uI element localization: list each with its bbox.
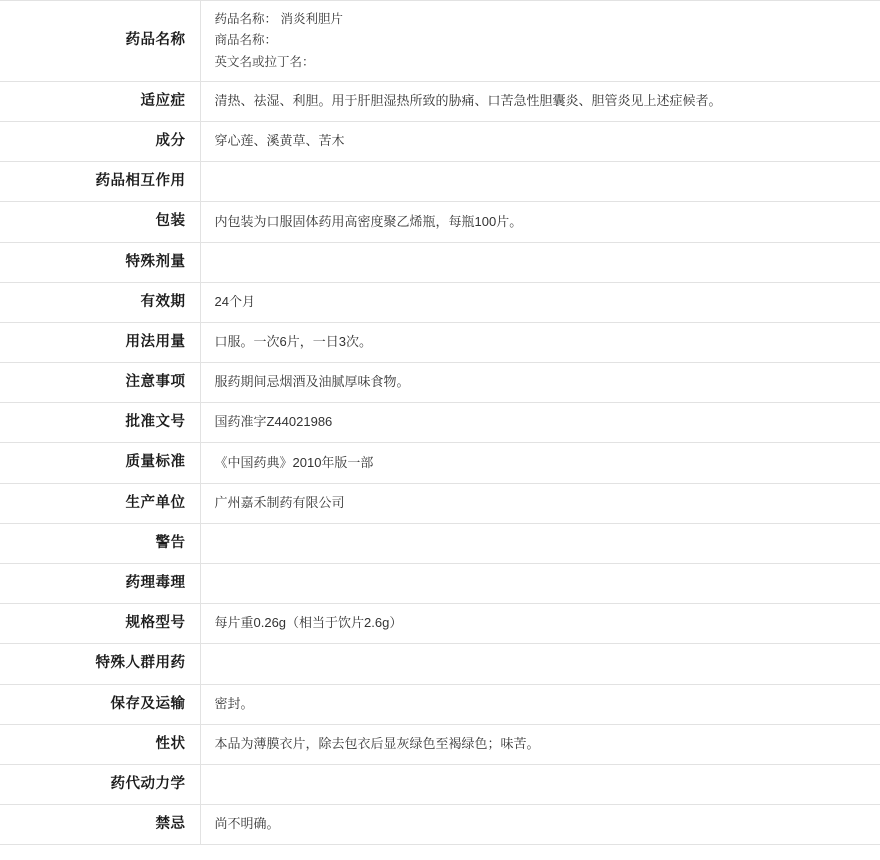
row-value-text xyxy=(215,777,871,792)
row-value-text xyxy=(215,656,871,671)
row-value xyxy=(200,483,880,523)
table-row xyxy=(0,644,880,684)
row-value xyxy=(200,604,880,644)
row-value-text: 穿心莲、溪黄草、苦木 xyxy=(214,133,345,149)
table-row xyxy=(0,202,880,242)
row-value xyxy=(200,322,880,362)
row-value-text: 密封。 xyxy=(214,695,254,711)
table-row xyxy=(0,81,880,121)
table-row xyxy=(0,242,880,282)
table-row xyxy=(0,684,880,724)
row-value-text: 本品为薄膜衣片，除去包衣后显灰绿色至褐绿色；味苦。 xyxy=(214,735,540,751)
row-value xyxy=(200,403,880,443)
row-label: 药理毒理 xyxy=(125,575,186,591)
row-label: 药品相互作用 xyxy=(95,173,186,190)
row-value xyxy=(200,805,880,845)
table-row xyxy=(0,483,880,523)
row-label: 禁忌 xyxy=(155,816,186,833)
row-label: 质量标准 xyxy=(125,454,186,471)
row-value xyxy=(200,162,880,202)
row-value-text xyxy=(215,174,871,189)
row-value xyxy=(200,363,880,403)
row-value xyxy=(200,121,880,161)
table-row xyxy=(0,805,880,845)
row-value-text: 尚不明确。 xyxy=(214,816,280,832)
table-row xyxy=(0,363,880,403)
row-label: 保存及运输 xyxy=(110,695,186,712)
row-label: 用法用量 xyxy=(125,333,186,350)
table-row xyxy=(0,443,880,483)
row-value-text xyxy=(215,255,871,270)
page-bottom-spacer xyxy=(0,845,880,860)
row-label: 适应症 xyxy=(140,92,186,109)
row-value-text: 24个月 xyxy=(214,293,255,309)
row-value xyxy=(200,1,880,82)
table-row xyxy=(0,162,880,202)
row-value-line: 药品名称： 消炎利胆片 xyxy=(214,12,343,26)
row-label: 成分 xyxy=(155,132,186,149)
row-value xyxy=(200,523,880,563)
row-value xyxy=(200,282,880,322)
row-label: 药代动力学 xyxy=(110,775,186,792)
row-label: 特殊人群用药 xyxy=(95,655,186,672)
row-value-text xyxy=(215,576,871,591)
table-row xyxy=(0,564,880,604)
row-label: 特殊剂量 xyxy=(125,253,186,270)
row-label: 注意事项 xyxy=(125,374,186,391)
table-row xyxy=(0,604,880,644)
row-value-text: 广州嘉禾制药有限公司 xyxy=(214,494,345,510)
row-value-text: 清热、祛湿、利胆。用于肝胆湿热所致的胁痛、口苦急性胆囊炎、胆管炎见上述症候者。 xyxy=(214,92,722,108)
row-value xyxy=(200,202,880,242)
row-label: 药品名称 xyxy=(125,32,186,49)
row-value-text xyxy=(215,536,871,551)
table-row xyxy=(0,121,880,161)
row-label: 批准文号 xyxy=(125,414,186,431)
row-label: 性状 xyxy=(155,735,186,752)
table-row xyxy=(0,1,880,82)
row-value xyxy=(200,81,880,121)
row-value xyxy=(200,644,880,684)
row-value xyxy=(200,564,880,604)
row-label: 生产单位 xyxy=(125,494,186,511)
row-label: 有效期 xyxy=(140,293,186,310)
row-value-text: 口服。一次6片，一日3次。 xyxy=(214,334,372,350)
table-row xyxy=(0,523,880,563)
row-value xyxy=(200,242,880,282)
row-value xyxy=(200,684,880,724)
table-row xyxy=(0,724,880,764)
row-value xyxy=(200,724,880,764)
table-row xyxy=(0,764,880,804)
row-value-line: 商品名称： xyxy=(214,33,278,48)
row-value-text: 每片重0.26g（相当于饮片2.6g） xyxy=(214,615,403,631)
row-label: 警告 xyxy=(155,534,186,551)
row-value-text: 《中国药典》2010年版一部 xyxy=(214,454,374,470)
row-value-line: 英文名或拉丁名： xyxy=(214,54,315,69)
row-value-text: 国药准字Z44021986 xyxy=(214,414,333,430)
row-value-text: 服药期间忌烟酒及油腻厚味食物。 xyxy=(214,374,410,390)
row-value-text: 内包装为口服固体药用高密度聚乙烯瓶，每瓶100片。 xyxy=(214,213,523,229)
row-value xyxy=(200,764,880,804)
table-row xyxy=(0,282,880,322)
row-value xyxy=(200,443,880,483)
row-label: 规格型号 xyxy=(125,615,186,632)
table-row xyxy=(0,322,880,362)
row-label: 包装 xyxy=(155,213,186,230)
table-row xyxy=(0,403,880,443)
